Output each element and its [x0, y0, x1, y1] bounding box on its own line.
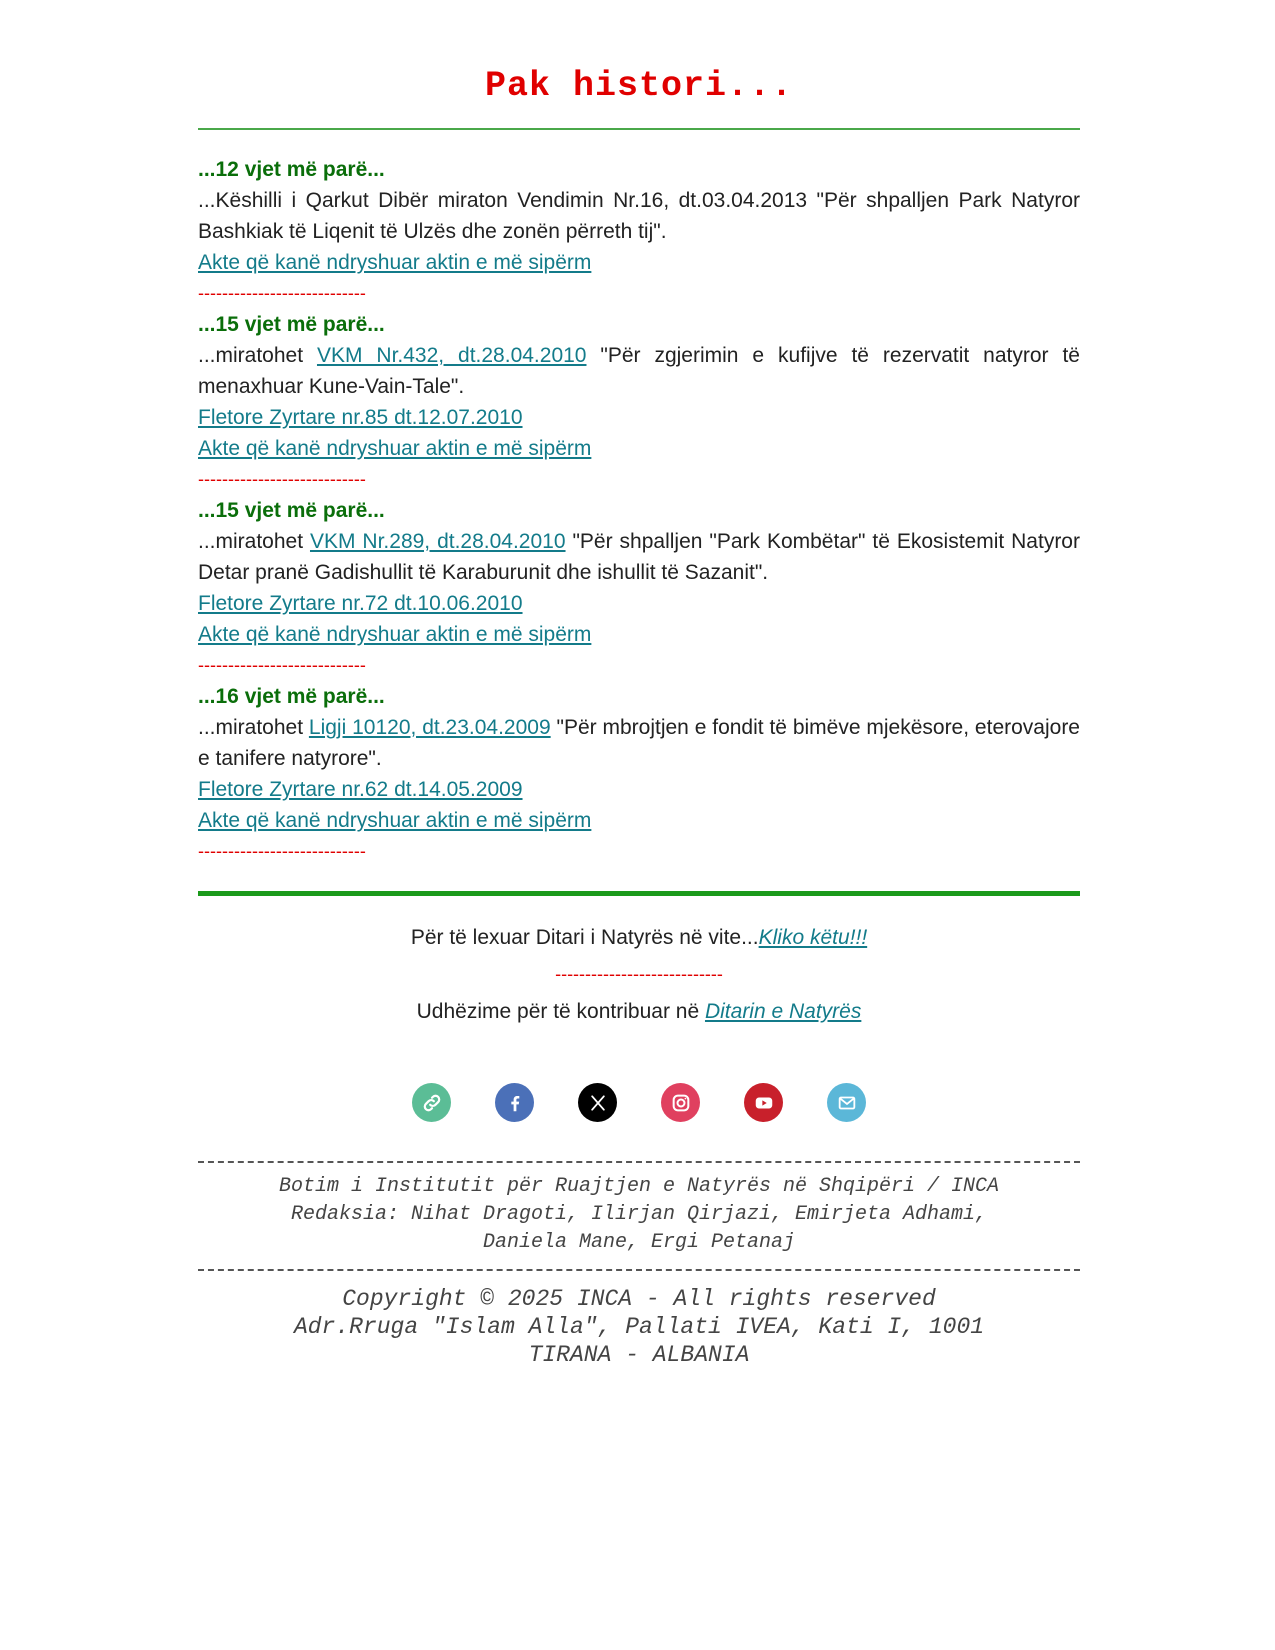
act-link[interactable]: VKM Nr.289, dt.28.04.2010: [309, 530, 566, 553]
history-entries: [198, 154, 1080, 867]
facebook-icon[interactable]: [495, 1083, 534, 1122]
city-text: TIRANA - ALBANIA: [528, 1342, 750, 1368]
entry-separator: ----------------------------: [198, 469, 366, 489]
footer-separator: ----------------------------: [555, 964, 723, 984]
x-icon[interactable]: [578, 1083, 617, 1122]
instagram-icon[interactable]: [661, 1083, 700, 1122]
archive-link[interactable]: Kliko këtu!!!: [758, 926, 868, 949]
entry-text: [198, 526, 1080, 588]
copyright-text: Copyright © 2025 INCA - All rights reserved: [342, 1286, 936, 1312]
title-divider: [198, 128, 1080, 130]
entry-separator: ----------------------------: [198, 283, 366, 303]
link-icon[interactable]: [412, 1083, 451, 1122]
entry-suffix: "Për zgjerimin e kufijve të rezervatit natyror të menaxhuar Kune-Vain-Tale".: [198, 344, 1080, 398]
amend-acts-link[interactable]: Akte që kanë ndryshuar aktin e më sipërm: [198, 437, 592, 460]
entry-text: [198, 340, 1080, 402]
gazette-link[interactable]: Fletore Zyrtare nr.72 dt.10.06.2010: [198, 592, 523, 615]
entry-text: [198, 712, 1080, 774]
entry-prefix: ...Këshilli i Qarkut Dibër miraton Vendimin Nr.16, dt.03.04.2013 "Për shpalljen Park Natyror Bashkiak të Liqenit të Ulzës dhe zonën përreth tij".: [198, 189, 1080, 243]
entry-prefix: ...miratohet: [198, 344, 317, 367]
entry-heading: ...16 vjet më parë...: [198, 685, 385, 708]
gazette-link[interactable]: Fletore Zyrtare nr.85 dt.12.07.2010: [198, 406, 523, 429]
amend-acts-link[interactable]: Akte që kanë ndryshuar aktin e më sipërm: [198, 251, 592, 274]
entry-suffix: "Për shpalljen "Park Kombëtar" të Ekosistemit Natyror Detar pranë Gadishullit të Karaburunit dhe ishullit të Sazanit".: [198, 530, 1080, 584]
gazette-link[interactable]: Fletore Zyrtare nr.62 dt.14.05.2009: [198, 778, 523, 801]
entry-prefix: ...miratohet: [198, 530, 310, 553]
section-divider: [198, 891, 1080, 896]
entry-heading: ...15 vjet më parë...: [198, 499, 385, 522]
credits-editors-cont: Daniela Mane, Ergi Petanaj: [482, 1231, 796, 1254]
social-icons: [198, 1083, 1080, 1122]
guide-text: Udhëzime për të kontribuar në: [416, 1000, 705, 1023]
entry-separator: ----------------------------: [198, 655, 366, 675]
amend-acts-link[interactable]: Akte që kanë ndryshuar aktin e më sipërm: [198, 809, 592, 832]
entry-text: [198, 185, 1080, 247]
archive-text: Për të lexuar Ditari i Natyrës në vite...: [410, 926, 759, 949]
entry-suffix: "Për mbrojtjen e fondit të bimëve mjekësore, eterovajore e tanifere natyrore".: [198, 716, 1080, 770]
entry-heading: ...15 vjet më parë...: [198, 313, 385, 336]
archive-line: [198, 922, 1080, 953]
copyright-block: [198, 1271, 1080, 1369]
history-entry: [198, 309, 1080, 495]
credits-block: [198, 1163, 1080, 1269]
credits-editors: Redaksia: Nihat Dragoti, Ilirjan Qirjazi, Emirjeta Adhami,: [290, 1203, 988, 1226]
credits-publisher: Botim i Institutit për Ruajtjen e Natyrës në Shqipëri / INCA: [278, 1175, 1000, 1198]
history-entry: [198, 154, 1080, 309]
email-icon[interactable]: [827, 1083, 866, 1122]
address-text: Adr.Rruga "Islam Alla", Pallati IVEA, Kati I, 1001: [293, 1314, 985, 1340]
newsletter-content: [198, 0, 1080, 1369]
act-link[interactable]: Ligji 10120, dt.23.04.2009: [308, 716, 551, 739]
entry-heading: ...12 vjet më parë...: [198, 158, 385, 181]
history-entry: [198, 681, 1080, 867]
amend-acts-link[interactable]: Akte që kanë ndryshuar aktin e më sipërm: [198, 623, 592, 646]
entry-prefix: ...miratohet: [198, 716, 309, 739]
entry-separator: ----------------------------: [198, 841, 366, 861]
page-title: Pak histori...: [484, 66, 794, 106]
guide-link[interactable]: Ditarin e Natyrës: [704, 1000, 862, 1023]
history-entry: [198, 495, 1080, 681]
guide-line: [198, 996, 1080, 1027]
youtube-icon[interactable]: [744, 1083, 783, 1122]
act-link[interactable]: VKM Nr.432, dt.28.04.2010: [316, 344, 587, 367]
